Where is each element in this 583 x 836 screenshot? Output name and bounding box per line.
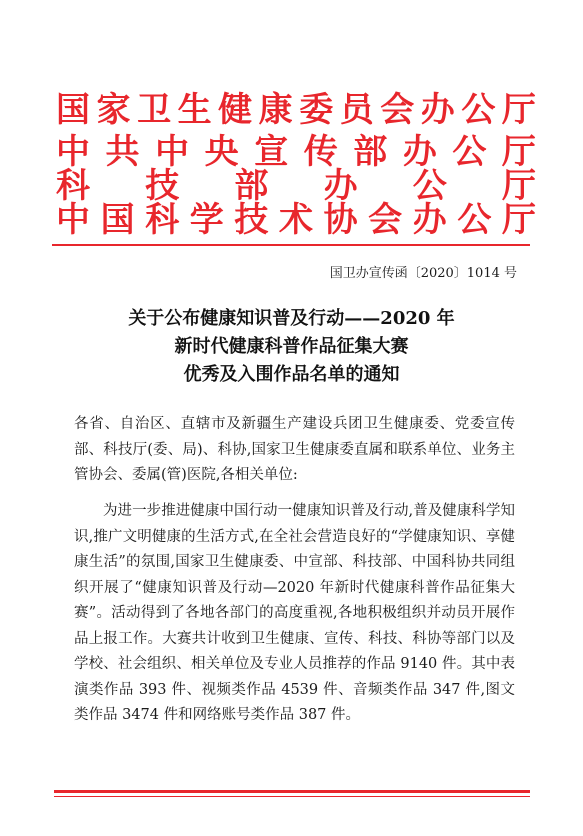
header-char: 办: [323, 166, 358, 206]
header-char: 康: [258, 90, 293, 130]
header-char: 会: [368, 200, 403, 240]
header-char: 员: [339, 90, 374, 130]
header-char: 厅: [501, 132, 536, 172]
document-number: 国卫办宣传函〔2020〕1014 号: [329, 266, 517, 281]
footer-divider-thin: [54, 796, 530, 797]
header-char: 厅: [501, 200, 536, 240]
header-char: 家: [96, 90, 131, 130]
header-line-4: [56, 198, 536, 242]
header-char: 部: [234, 166, 269, 206]
header-line-1: [56, 88, 536, 132]
footer-divider-thick: [54, 790, 530, 793]
body-paragraph-1: 为进一步推进健康中国行动一健康知识普及行动,普及健康科学知识,推广文明健康的生活方式,在全社会营造良好的“学健康知识、享健康生活”的氛围,国家卫生健康委、中宣部、科技部、中国科协共同组织开展了“健康知识普及行动—2020 年新时代健康科普作品征集大赛”。活动得到了各地各部门的高度重视,各地积极组织并动员开展作品上报工作。大赛共计收到卫生健康、宣传、科技、科协等部门以及学校、社会组织、相关单位及专业人员推荐的作品 9140 件。其中表演类作品 393 件、视频类作品 4539 件、音频类作品 347 件,图文类作品 3474 件和网络账号类作品 387 件。: [74, 503, 515, 723]
header-char: 公: [412, 166, 447, 206]
header-char: 办: [412, 200, 447, 240]
header-char: 国: [56, 90, 90, 130]
header-char: 公: [461, 90, 496, 130]
header-char: 科: [145, 200, 180, 240]
header-char: 协: [323, 200, 358, 240]
header-char: 宣: [254, 132, 289, 172]
header-char: 卫: [137, 90, 172, 130]
header-char: 部: [353, 132, 388, 172]
header-char: 技: [145, 166, 180, 206]
header-char: 中: [56, 200, 90, 240]
header-char: 共: [105, 132, 140, 172]
header-char: 委: [299, 90, 334, 130]
header-char: 生: [177, 90, 212, 130]
header-char: 办: [402, 132, 437, 172]
header-char: 传: [303, 132, 338, 172]
header-char: 厅: [501, 90, 536, 130]
title-line-1: 关于公布健康知识普及行动——2020 年: [128, 308, 455, 329]
header-char: 中: [56, 132, 90, 172]
header-divider: [52, 244, 530, 246]
header-char: 健: [218, 90, 253, 130]
header-char: 中: [155, 132, 190, 172]
recipients-paragraph: 各省、自治区、直辖市及新疆生产建设兵团卫生健康委、党委宣传部、科技厅(委、局)、科协,国家卫生健康委直属和联系单位、业务主管协会、委属(管)医院,各相关单位:: [74, 416, 515, 483]
title-line-2: 新时代健康科普作品征集大赛: [174, 336, 409, 357]
title-line-3: 优秀及入围作品名单的通知: [183, 364, 400, 385]
header-char: 公: [452, 132, 487, 172]
header-char: 科: [56, 166, 90, 206]
header-char: 技: [234, 200, 269, 240]
header-char: 厅: [501, 166, 536, 206]
header-char: 办: [420, 90, 455, 130]
header-char: 央: [204, 132, 239, 172]
header-char: 学: [189, 200, 224, 240]
header-char: 国: [100, 200, 135, 240]
header-char: 公: [457, 200, 492, 240]
header-char: 会: [380, 90, 415, 130]
header-char: 术: [278, 200, 313, 240]
